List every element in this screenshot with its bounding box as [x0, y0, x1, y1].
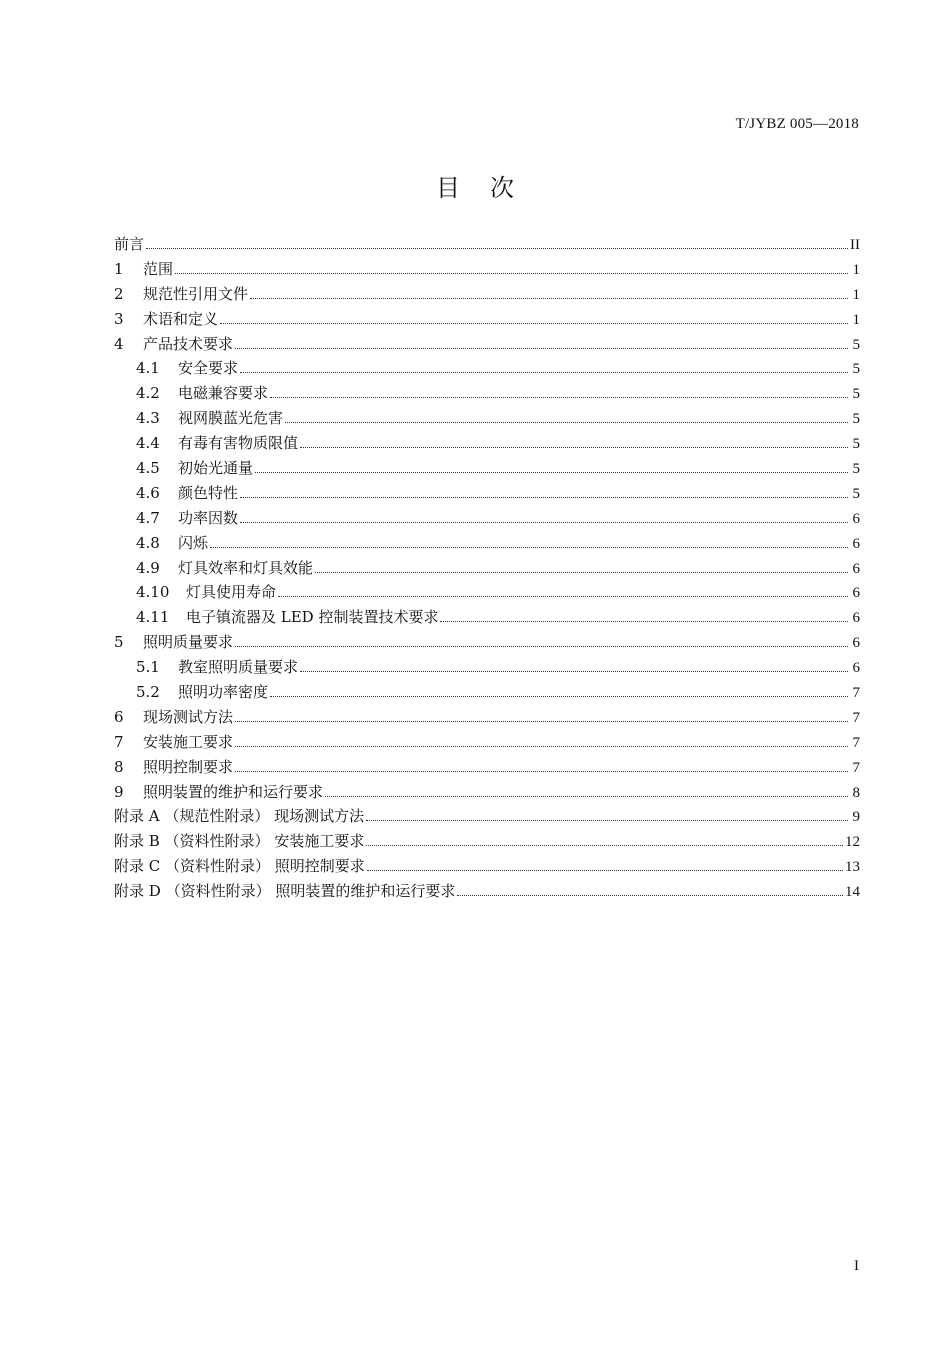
dot-leader — [367, 870, 843, 871]
toc-entry-page: 14 — [845, 884, 860, 901]
toc-entry[interactable] — [114, 680, 860, 705]
toc-entry-page: 5 — [852, 461, 860, 478]
toc-entry-page: 12 — [845, 834, 860, 851]
toc-entry[interactable] — [114, 232, 860, 257]
dot-leader — [235, 348, 848, 349]
toc-entry-page: 6 — [852, 635, 860, 652]
toc-entry-number: 4.3 — [136, 409, 160, 428]
toc-entry-page: 13 — [845, 859, 860, 876]
toc-entry-page: 1 — [852, 311, 860, 328]
toc-entry-page: II — [850, 237, 860, 253]
toc-entry-title: 前言 — [114, 235, 145, 253]
toc-entry-number: 4.1 — [136, 359, 160, 378]
toc-entry[interactable] — [114, 780, 860, 805]
toc-entry-number: 7 — [114, 732, 124, 751]
toc-entry-page: 7 — [852, 685, 860, 702]
dot-leader — [366, 820, 848, 821]
toc-entry-number: 4.8 — [136, 533, 160, 552]
dot-leader — [235, 721, 848, 722]
dot-leader — [235, 746, 848, 747]
toc-entry-title: 产品技术要求 — [143, 334, 234, 353]
toc-entry-title: 功率因数 — [178, 508, 239, 527]
dot-leader — [278, 596, 848, 597]
toc-entry-title: 照明质量要求 — [143, 633, 234, 652]
toc-entry-number: 8 — [114, 757, 124, 776]
dot-leader — [240, 497, 848, 498]
toc-entry-title: 安全要求 — [178, 359, 239, 378]
toc-entry-title: 有毒有害物质限值 — [178, 434, 299, 453]
toc-entry[interactable] — [114, 879, 860, 904]
dot-leader — [366, 845, 843, 846]
toc-entry-title: 教室照明质量要求 — [178, 658, 299, 677]
toc-entry-number: 4.7 — [136, 508, 160, 527]
toc-entry-title: 附录 B （资料性附录） 安装施工要求 — [114, 832, 365, 851]
toc-entry[interactable] — [114, 257, 860, 282]
toc-entry-page: 7 — [852, 759, 860, 776]
toc-entry-number: 4.11 — [136, 608, 170, 627]
toc-entry-page: 6 — [852, 510, 860, 527]
toc-entry-page: 5 — [852, 436, 860, 453]
toc-entry[interactable] — [114, 431, 860, 456]
toc-entry[interactable] — [114, 356, 860, 381]
dot-leader — [300, 447, 848, 448]
toc-entry-number: 4.9 — [136, 558, 160, 577]
toc-entry-page: 5 — [852, 361, 860, 378]
dot-leader — [250, 298, 848, 299]
dot-leader — [235, 646, 848, 647]
toc-entry[interactable] — [114, 705, 860, 730]
toc-entry-number: 4.5 — [136, 459, 160, 478]
toc-entry-number: 3 — [114, 309, 124, 328]
toc-entry-title: 附录 A （规范性附录） 现场测试方法 — [114, 807, 365, 826]
toc-entry[interactable] — [114, 755, 860, 780]
toc-entry-page: 7 — [852, 734, 860, 751]
toc-entry-page: 6 — [852, 535, 860, 552]
toc-entry-page: 5 — [852, 336, 860, 353]
toc-entry-number: 5.1 — [136, 658, 160, 677]
toc-entry[interactable] — [114, 630, 860, 655]
dot-leader — [210, 547, 848, 548]
toc-entry-title: 现场测试方法 — [143, 707, 234, 726]
toc-entry[interactable] — [114, 307, 860, 332]
toc-entry-title: 灯具使用寿命 — [186, 583, 277, 602]
dot-leader — [440, 621, 848, 622]
toc-entry-page: 1 — [852, 261, 860, 278]
toc-entry-number: 4.6 — [136, 483, 160, 502]
dot-leader — [285, 422, 848, 423]
dot-leader — [315, 572, 848, 573]
toc-entry[interactable] — [114, 829, 860, 854]
toc-entry[interactable] — [114, 456, 860, 481]
toc-entry-title: 规范性引用文件 — [143, 284, 249, 303]
toc-entry-number: 6 — [114, 707, 124, 726]
toc-entry-title: 附录 D （资料性附录） 照明装置的维护和运行要求 — [114, 882, 456, 901]
dot-leader — [325, 796, 848, 797]
toc-entry-number: 4.2 — [136, 384, 160, 403]
page-number: I — [854, 1258, 859, 1274]
toc-entry-page: 6 — [852, 585, 860, 602]
dot-leader — [255, 472, 848, 473]
toc-entry-page: 1 — [852, 286, 860, 303]
toc-entry-number: 4.4 — [136, 434, 160, 453]
dot-leader — [220, 323, 848, 324]
toc-entry[interactable] — [114, 332, 860, 357]
dot-leader — [146, 248, 848, 249]
toc-entry-title: 电子镇流器及 LED 控制装置技术要求 — [186, 608, 439, 627]
toc-entry-page: 5 — [852, 386, 860, 403]
dot-leader — [235, 771, 848, 772]
toc-entry-title: 照明装置的维护和运行要求 — [143, 782, 324, 801]
toc-entry-title: 闪烁 — [178, 533, 209, 552]
toc-entry-title: 灯具效率和灯具效能 — [178, 558, 314, 577]
toc-entry[interactable] — [114, 730, 860, 755]
toc-entry[interactable] — [114, 481, 860, 506]
toc-entry-title: 安装施工要求 — [143, 732, 234, 751]
toc-entry-number: 5.2 — [136, 683, 160, 702]
toc-entry[interactable] — [114, 406, 860, 431]
table-of-contents — [114, 232, 860, 904]
toc-entry-number: 9 — [114, 782, 124, 801]
dot-leader — [457, 895, 843, 896]
toc-entry-page: 6 — [852, 560, 860, 577]
toc-entry[interactable] — [114, 506, 860, 531]
dot-leader — [300, 671, 848, 672]
toc-entry-title: 附录 C （资料性附录） 照明控制要求 — [114, 857, 365, 876]
toc-entry-title: 照明控制要求 — [143, 757, 234, 776]
toc-entry-number: 4 — [114, 334, 124, 353]
toc-entry[interactable] — [114, 531, 860, 556]
toc-entry-page: 8 — [852, 784, 860, 801]
toc-entry-page: 9 — [852, 809, 860, 826]
dot-leader — [270, 397, 848, 398]
toc-entry-number: 4.10 — [136, 583, 170, 602]
toc-entry-page: 5 — [852, 485, 860, 502]
toc-entry-number: 1 — [114, 259, 124, 278]
toc-entry-page: 6 — [852, 610, 860, 627]
toc-entry[interactable] — [114, 556, 860, 581]
toc-entry-title: 范围 — [143, 259, 174, 278]
page-title: 目次 — [436, 174, 544, 202]
toc-entry-page: 6 — [852, 660, 860, 677]
toc-entry[interactable] — [114, 282, 860, 307]
toc-entry-page: 7 — [852, 709, 860, 726]
toc-entry[interactable] — [114, 605, 860, 630]
toc-entry[interactable] — [114, 854, 860, 879]
dot-leader — [240, 372, 848, 373]
toc-entry[interactable] — [114, 804, 860, 829]
toc-entry-title: 照明功率密度 — [178, 683, 269, 702]
toc-entry[interactable] — [114, 381, 860, 406]
document-code: T/JYBZ 005—2018 — [735, 116, 859, 132]
toc-entry-title: 视网膜蓝光危害 — [178, 409, 284, 428]
toc-entry-page: 5 — [852, 411, 860, 428]
toc-entry[interactable] — [114, 655, 860, 680]
toc-entry-title: 初始光通量 — [178, 459, 254, 478]
toc-entry-number: 2 — [114, 284, 124, 303]
toc-entry-title: 术语和定义 — [143, 309, 219, 328]
toc-entry-title: 电磁兼容要求 — [178, 384, 269, 403]
dot-leader — [240, 522, 848, 523]
dot-leader — [270, 696, 848, 697]
dot-leader — [175, 273, 848, 274]
toc-entry-title: 颜色特性 — [178, 483, 239, 502]
toc-entry-number: 5 — [114, 633, 124, 652]
toc-entry[interactable] — [114, 580, 860, 605]
